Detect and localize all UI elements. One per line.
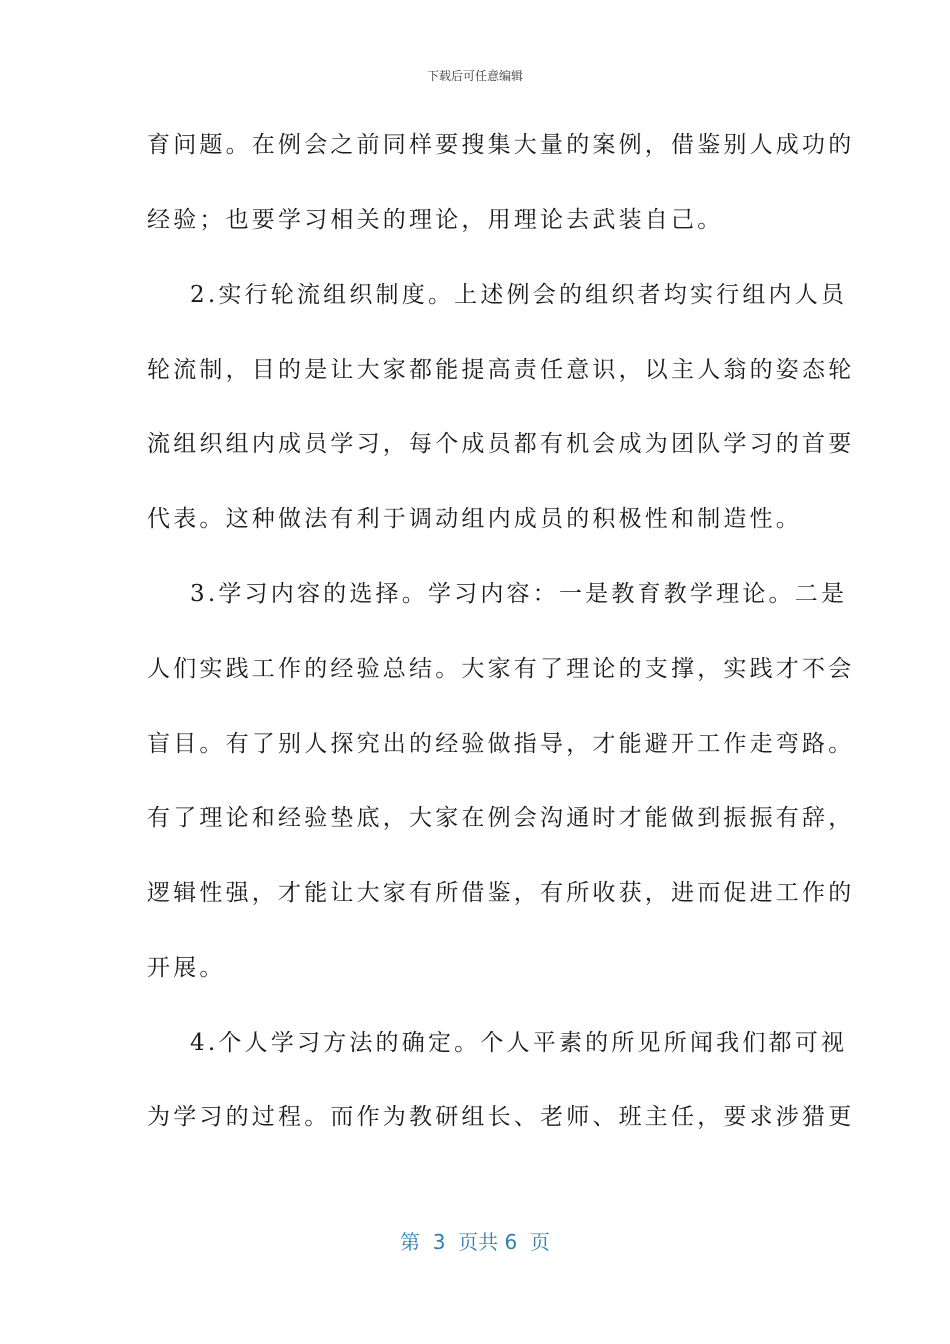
text-line: 轮流制，目的是让大家都能提高责任意识，以主人翁的姿态轮	[147, 357, 855, 383]
text-line: 代表。这种做法有利于调动组内成员的积极性和制造性。	[147, 506, 802, 532]
text-line: 逻辑性强，才能让大家有所借鉴，有所收获，进而促进工作的	[147, 880, 855, 906]
text-line: 开展。	[147, 955, 226, 981]
page-header-note: 下载后可任意编辑	[426, 69, 523, 83]
text-line: 人们实践工作的经验总结。大家有了理论的支撑，实践才不会	[147, 656, 855, 682]
page-number-footer: 第 3 页共 6 页	[400, 1230, 550, 1254]
text-line: 流组织组内成员学习，每个成员都有机会成为团队学习的首要	[147, 431, 855, 457]
text-line: 有了理论和经验垫底，大家在例会沟通时才能做到振振有辞，	[147, 805, 855, 831]
text-line: 经验；也要学习相关的理论，用理论去武装自己。	[147, 207, 724, 233]
text-line: 盲目。有了别人探究出的经验做指导，才能避开工作走弯路。	[147, 731, 855, 757]
paragraph-start-line: 3.学习内容的选择。学习内容：一是教育教学理论。二是	[190, 581, 848, 607]
paragraph-start-line: 2.实行轮流组织制度。上述例会的组织者均实行组内人员	[190, 282, 848, 308]
text-line: 育问题。在例会之前同样要搜集大量的案例，借鉴别人成功的	[147, 132, 855, 158]
paragraph-start-line: 4.个人学习方法的确定。个人平素的所见所闻我们都可视	[190, 1030, 848, 1056]
text-line: 为学习的过程。而作为教研组长、老师、班主任，要求涉猎更	[147, 1104, 855, 1130]
